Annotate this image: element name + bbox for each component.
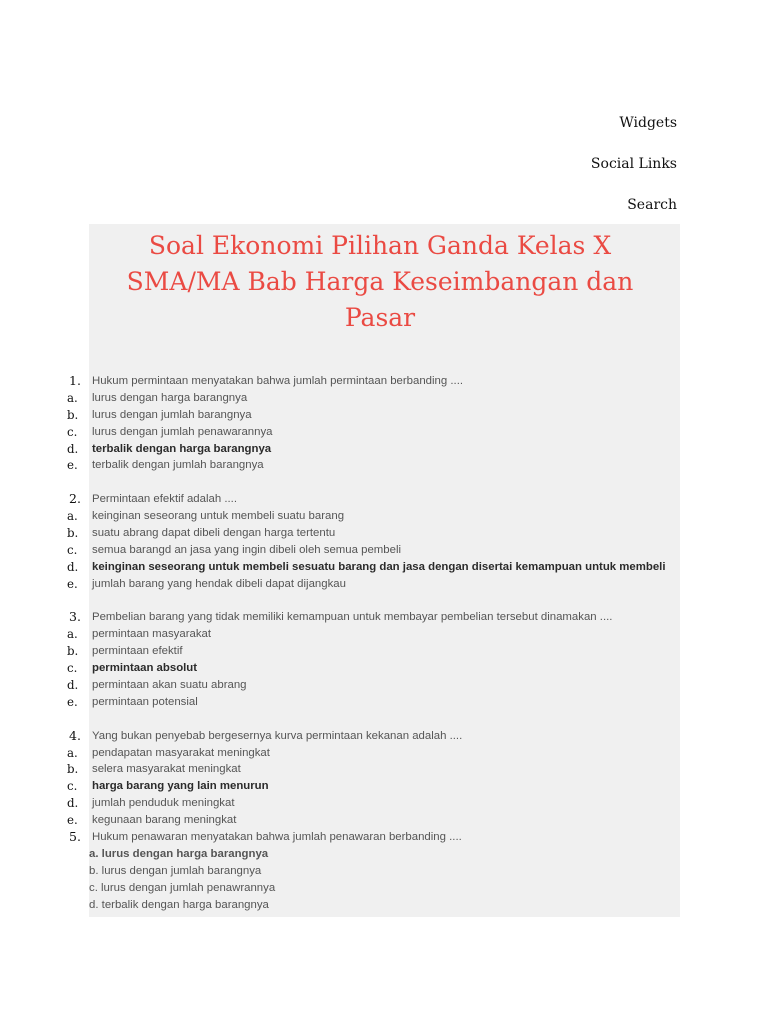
option-text: permintaan masyarakat [92, 628, 212, 641]
question-4 [69, 727, 680, 745]
option-e [67, 457, 680, 474]
option-c [67, 660, 680, 677]
option-b [67, 407, 680, 424]
option-letter: e. [67, 813, 78, 828]
option-letter: e. [67, 458, 78, 473]
option-letter: a. [67, 745, 78, 760]
question-text: Yang bukan penyebab bergesernya kurva permintaan kekanan adalah .... [92, 729, 463, 742]
option-text: d. terbalik dengan harga barangnya [89, 898, 269, 911]
widgets-link[interactable]: Widgets [619, 115, 677, 131]
option-letter: a. [67, 627, 78, 642]
social-links-link[interactable]: Social Links [590, 156, 677, 172]
question-number: 2. [69, 491, 81, 507]
option-letter: b. [67, 526, 79, 541]
option-text: permintaan absolut [92, 662, 198, 675]
option-text: terbalik dengan jumlah barangnya [92, 459, 264, 472]
question-number: 3. [69, 609, 81, 625]
question-1 [69, 373, 680, 390]
option-text: permintaan akan suatu abrang [92, 679, 247, 692]
option-text: jumlah barang yang hendak dibeli dapat dijangkau [92, 577, 346, 590]
option-b [67, 525, 680, 542]
option-text: permintaan efektif [92, 645, 183, 658]
question-number: 5. [69, 829, 81, 845]
option-text: lurus dengan jumlah penawarannya [92, 425, 273, 438]
option-letter: d. [67, 559, 79, 574]
sub-option [89, 863, 680, 880]
option-a [67, 390, 680, 407]
option-letter: d. [67, 441, 79, 456]
option-letter: a. [67, 509, 78, 524]
option-text: suatu abrang dapat dibeli dengan harga tertentu [92, 527, 336, 540]
option-letter: c. [67, 424, 78, 439]
option-letter: e. [67, 576, 78, 591]
question-number: 4. [69, 727, 81, 743]
option-e [67, 812, 680, 829]
option-b [67, 761, 680, 778]
question-3 [69, 609, 680, 626]
option-e [67, 694, 680, 711]
option-text: keinginan seseorang untuk membeli suatu barang [92, 510, 345, 523]
question-text: Pembelian barang yang tidak memiliki kemampuan untuk membayar pembelian tersebut dinamakan .... [92, 611, 613, 624]
option-letter: c. [67, 661, 78, 676]
question-gap [89, 711, 680, 728]
option-c [67, 542, 680, 559]
content-panel [67, 224, 680, 917]
option-text: a. lurus dengan harga barangnya [89, 847, 269, 860]
option-text: pendapatan masyarakat meningkat [92, 746, 270, 759]
question-gap [89, 593, 680, 610]
option-letter: b. [67, 762, 79, 777]
question-number: 1. [69, 373, 81, 388]
question-text: Permintaan efektif adalah .... [92, 493, 237, 506]
option-text: jumlah penduduk meningkat [92, 797, 235, 810]
option-letter: d. [67, 678, 79, 693]
option-text: semua barangd an jasa yang ingin dibeli oleh semua pembeli [92, 543, 402, 556]
option-a [67, 745, 680, 762]
option-letter: e. [67, 694, 78, 709]
question-2 [69, 491, 680, 508]
question-5 [69, 829, 680, 846]
question-text: Hukum penawaran menyatakan bahwa jumlah penawaran berbanding .... [92, 831, 462, 844]
option-letter: a. [67, 390, 78, 405]
option-text: kegunaan barang meningkat [92, 814, 237, 827]
search-link[interactable]: Search [627, 197, 677, 213]
option-text: terbalik dengan harga barangnya [92, 442, 272, 455]
sub-option [89, 880, 680, 897]
option-letter: c. [67, 542, 78, 557]
option-text: selera masyarakat meningkat [92, 763, 241, 776]
option-text: harga barang yang lain menurun [92, 780, 269, 793]
option-letter: d. [67, 796, 79, 811]
option-text: lurus dengan harga barangnya [92, 391, 248, 404]
option-c [67, 778, 680, 795]
option-text: permintaan potensial [92, 695, 198, 708]
option-letter: c. [67, 779, 78, 794]
option-d [67, 441, 680, 458]
sub-option [89, 846, 680, 863]
question-list [67, 373, 680, 914]
option-text: b. lurus dengan jumlah barangnya [89, 864, 262, 877]
option-e [67, 576, 680, 593]
page-title: Soal Ekonomi Pilihan Ganda Kelas X SMA/MA Bab Harga Keseimbangan dan Pasar [126, 231, 634, 332]
sub-option [89, 897, 680, 914]
option-b [67, 643, 680, 660]
option-text: keinginan seseorang untuk membeli sesuatu barang dan jasa dengan disertai kemampuan untuk membeli [92, 560, 666, 573]
option-d [67, 677, 680, 694]
top-links [591, 113, 677, 236]
option-d [67, 559, 680, 576]
option-letter: b. [67, 407, 79, 422]
question-gap [89, 474, 680, 491]
option-text: lurus dengan jumlah barangnya [92, 408, 252, 421]
option-letter: b. [67, 644, 79, 659]
option-text: c. lurus dengan jumlah penawrannya [89, 881, 276, 894]
option-a [67, 508, 680, 525]
option-a [67, 626, 680, 643]
question-text: Hukum permintaan menyatakan bahwa jumlah permintaan berbanding .... [92, 375, 464, 387]
option-d [67, 795, 680, 812]
option-c [67, 424, 680, 441]
